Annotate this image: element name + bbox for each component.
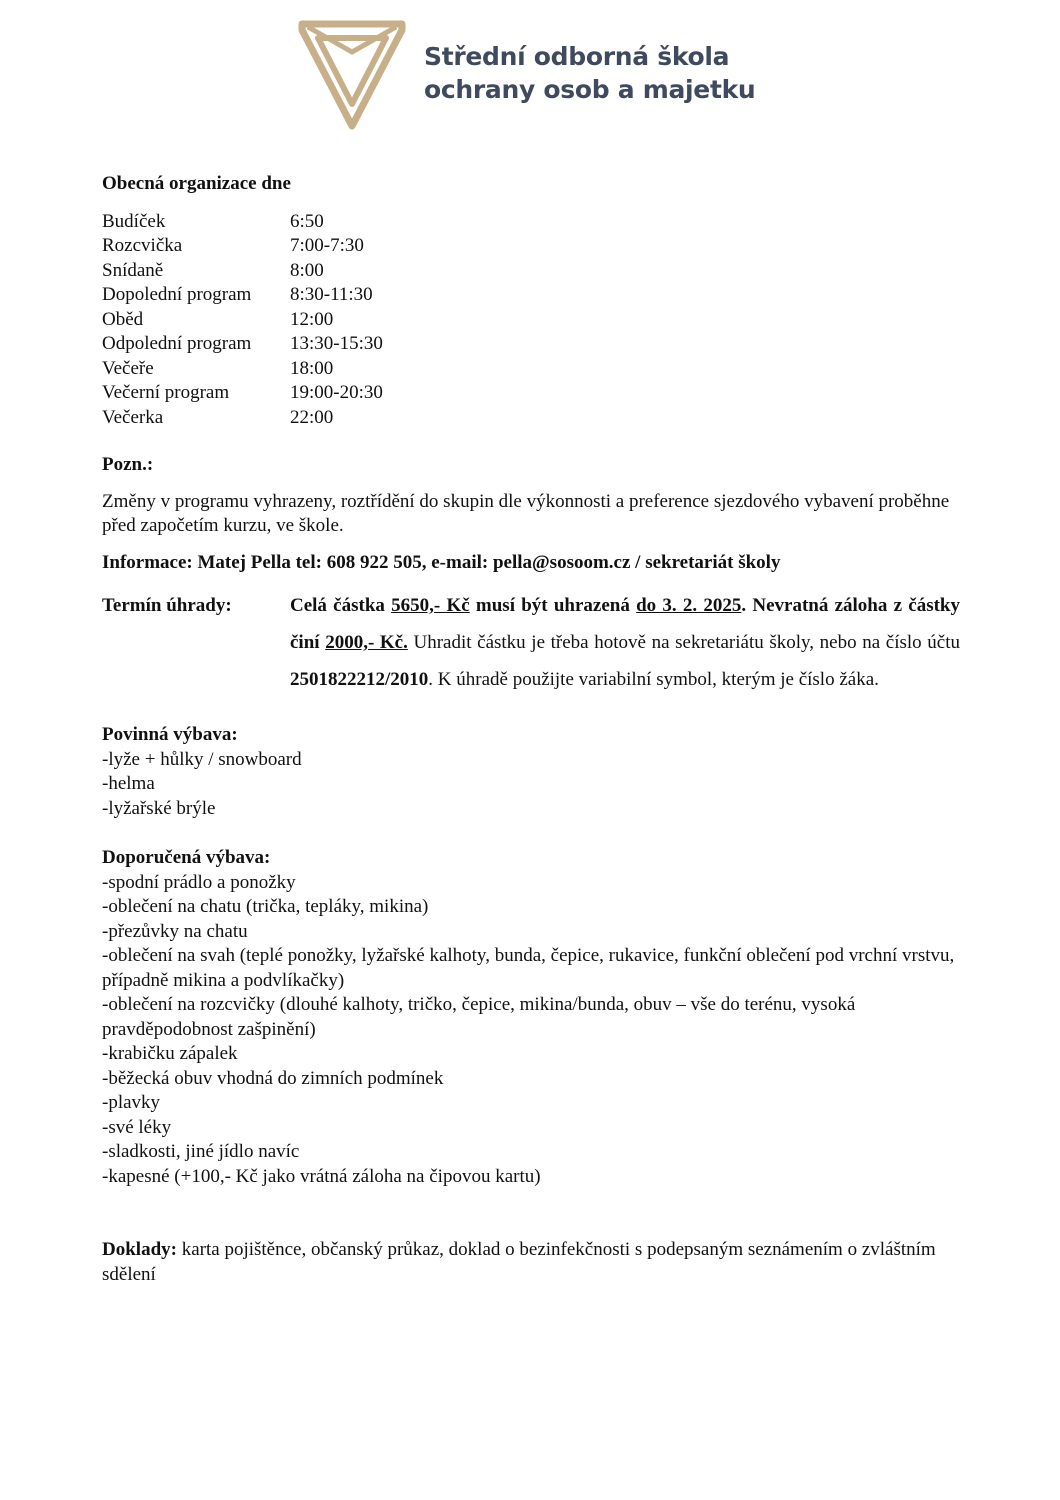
- list-item: -běžecká obuv vhodná do zimních podmínek: [102, 1067, 444, 1089]
- schedule-row: [102, 332, 960, 357]
- document-body: [102, 172, 960, 1287]
- required-title: Povinná výbava:: [102, 724, 238, 745]
- recommended-equipment: [102, 846, 960, 1189]
- documents-section: [102, 1238, 960, 1287]
- recommended-title: Doporučená výbava:: [102, 847, 271, 868]
- shield-logo-icon: [298, 18, 406, 130]
- payment-text-part: . Nevratná záloha z částky činí: [290, 595, 960, 653]
- list-item: -lyžařské brýle: [102, 797, 216, 819]
- payment-account: 2501822212/2010: [290, 669, 429, 690]
- schedule-label: Dopolední program: [102, 284, 252, 305]
- schedule-time: 13:30-15:30: [290, 333, 383, 354]
- note-title: Pozn.:: [102, 454, 154, 475]
- payment-section: [102, 587, 960, 698]
- schedule-row: [102, 406, 960, 431]
- schedule-label: Rozcvička: [102, 235, 183, 256]
- schedule-time: 18:00: [290, 357, 334, 379]
- payment-text-part: musí být uhrazená: [469, 595, 637, 616]
- schedule-row: [102, 381, 960, 406]
- list-item: -sladkosti, jiné jídlo navíc: [102, 1141, 300, 1162]
- schedule-row: [102, 283, 960, 308]
- schedule-row: [102, 308, 960, 333]
- school-name-line1: Střední odborná škola: [424, 42, 730, 71]
- letterhead: [0, 0, 1060, 140]
- payment-amount: 5650,- Kč: [391, 595, 470, 616]
- note-text: Změny v programu vyhrazeny, roztřídění do skupin dle výkonnosti a preference sjezdového vybavení proběhne před započetím kurzu, ve škole.: [102, 490, 950, 536]
- schedule-time: 6:50: [290, 210, 324, 232]
- documents-text: karta pojištěnce, občanský průkaz, doklad o bezinfekčnosti s podepsaným seznámením o zvláštním sdělení: [102, 1239, 936, 1285]
- list-item: -spodní prádlo a ponožky: [102, 871, 296, 893]
- payment-text-part: Celá částka: [290, 595, 392, 616]
- schedule-label: Budíček: [102, 210, 166, 232]
- list-item: -oblečení na svah (teplé ponožky, lyžařské kalhoty, bunda, čepice, rukavice, funkční oblečení pod vrchní vrstvu, případně mikina a podvlíkačky): [102, 945, 955, 991]
- payment-deadline: do 3. 2. 2025: [636, 595, 742, 616]
- payment-text: [290, 587, 960, 698]
- payment-label: Termín úhrady:: [102, 595, 232, 616]
- schedule-label: Večeře: [102, 357, 154, 379]
- list-item: -helma: [102, 773, 155, 794]
- schedule-label: Odpolední program: [102, 333, 252, 354]
- schedule-time: 22:00: [290, 406, 334, 428]
- schedule-time: 19:00-20:30: [290, 382, 383, 403]
- schedule-label: Oběd: [102, 308, 144, 330]
- school-name: [424, 40, 755, 106]
- schedule-row: [102, 357, 960, 382]
- list-item: -krabičku zápalek: [102, 1043, 238, 1064]
- school-name-line2: ochrany osob a majetku: [424, 75, 756, 104]
- schedule-title: Obecná organizace dne: [102, 173, 291, 194]
- schedule-table: [102, 210, 960, 431]
- schedule-time: 12:00: [290, 308, 334, 330]
- list-item: -plavky: [102, 1092, 161, 1113]
- schedule-row: [102, 259, 960, 284]
- schedule-time: 7:00-7:30: [290, 235, 364, 256]
- schedule-label: Večerka: [102, 406, 164, 428]
- contact-info: Informace: Matej Pella tel: 608 922 505, e-mail: pella@sosoom.cz / sekretariát školy: [102, 551, 781, 573]
- list-item: -své léky: [102, 1116, 172, 1138]
- schedule-row: [102, 210, 960, 235]
- list-item: -přezůvky na chatu: [102, 920, 248, 942]
- schedule-time: 8:00: [290, 259, 324, 281]
- schedule-label: Snídaně: [102, 259, 164, 281]
- schedule-row: [102, 234, 960, 259]
- list-item: -kapesné (+100,- Kč jako vrátná záloha na čipovou kartu): [102, 1165, 541, 1187]
- required-equipment: [102, 723, 960, 821]
- list-item: -lyže + hůlky / snowboard: [102, 748, 302, 770]
- payment-deposit: 2000,- Kč.: [325, 632, 408, 653]
- documents-label: Doklady:: [102, 1239, 177, 1260]
- payment-text-part: . K úhradě použijte variabilní symbol, kterým je číslo žáka.: [428, 669, 879, 690]
- list-item: -oblečení na chatu (trička, tepláky, mikina): [102, 896, 429, 917]
- list-item: -oblečení na rozcvičky (dlouhé kalhoty, tričko, čepice, mikina/bunda, obuv – vše do terénu, vysoká pravděpodobnost zašpinění): [102, 994, 856, 1040]
- schedule-time: 8:30-11:30: [290, 284, 373, 305]
- payment-text-part: Uhradit částku je třeba hotově na sekretariátu školy, nebo na číslo účtu: [407, 632, 960, 653]
- schedule-label: Večerní program: [102, 382, 230, 403]
